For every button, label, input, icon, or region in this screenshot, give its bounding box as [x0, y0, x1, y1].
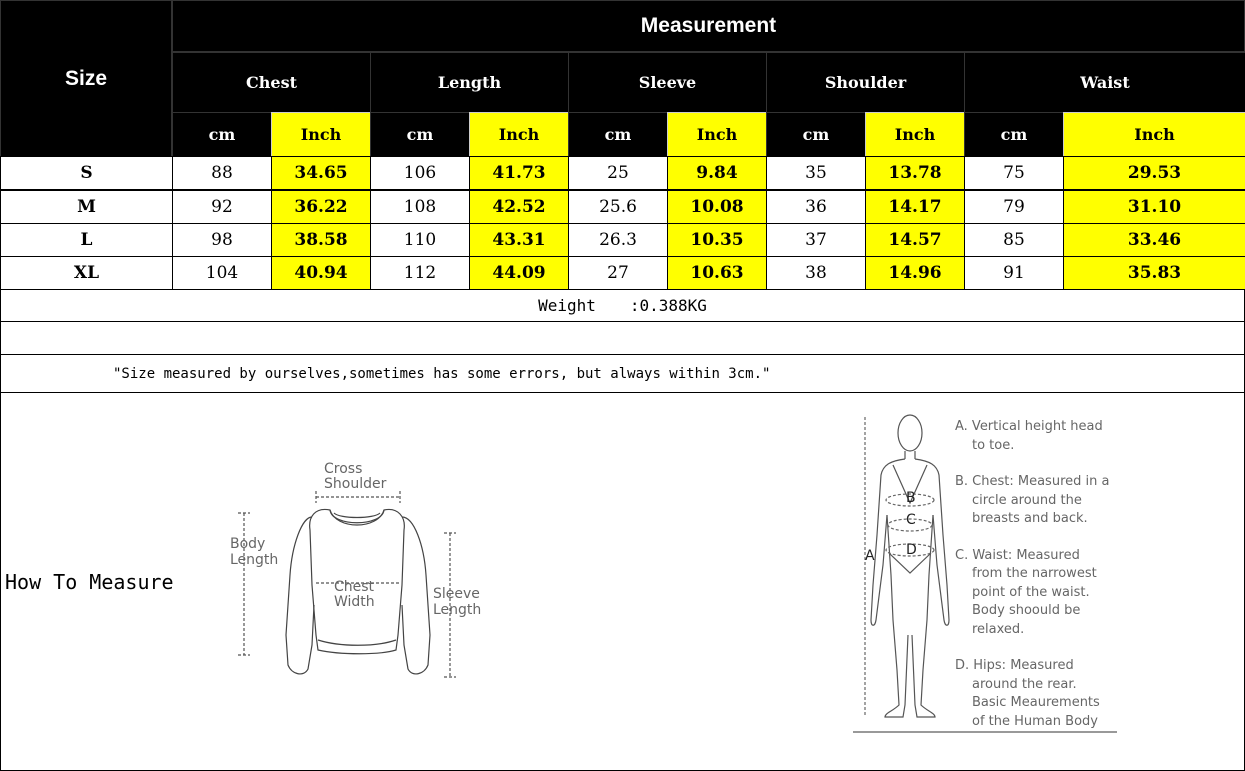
inch-value-cell: 34.65	[271, 156, 371, 190]
cm-value-cell: 79	[964, 190, 1064, 224]
body-note-2	[955, 547, 1145, 640]
unit-inch-header: Inch	[865, 112, 965, 157]
inch-value-cell: 10.63	[667, 256, 767, 290]
weight-value: :0.388KG	[629, 296, 707, 315]
cm-value-cell: 110	[370, 223, 470, 257]
body-note-line: around the rear.	[972, 676, 1077, 692]
unit-cm-header: cm	[964, 112, 1064, 157]
body-note-0	[955, 418, 1145, 455]
inch-value-cell: 44.09	[469, 256, 569, 290]
inch-value-cell: 36.22	[271, 190, 371, 224]
measurement-header: Measurement	[172, 0, 1245, 52]
blank-row	[0, 321, 1245, 355]
inch-value-cell: 14.17	[865, 190, 965, 224]
inch-value-cell: 9.84	[667, 156, 767, 190]
body-note-line: relaxed.	[972, 621, 1025, 637]
inch-value-cell: 10.08	[667, 190, 767, 224]
unit-inch-header: Inch	[667, 112, 767, 157]
group-header-sleeve: Sleeve	[568, 52, 767, 113]
sleeve-length-label-2: Length	[433, 602, 482, 618]
size-note: "Size measured by ourselves,sometimes has some errors, but always within 3cm."	[113, 365, 771, 382]
inch-value-cell: 33.46	[1063, 223, 1245, 257]
cm-value-cell: 88	[172, 156, 272, 190]
inch-value-cell: 29.53	[1063, 156, 1245, 190]
unit-inch-header: Inch	[469, 112, 569, 157]
cm-value-cell: 25	[568, 156, 668, 190]
unit-cm-header: cm	[172, 112, 272, 157]
body-note-line: A. Vertical height head	[955, 419, 1103, 434]
cm-value-cell: 85	[964, 223, 1064, 257]
inch-value-cell: 31.10	[1063, 190, 1245, 224]
chest-width-label-1: Chest	[334, 579, 375, 595]
body-note-1	[955, 473, 1145, 529]
cm-value-cell: 91	[964, 256, 1064, 290]
unit-cm-header: cm	[568, 112, 668, 157]
cross-label-2: Shoulder	[324, 476, 387, 492]
cm-value-cell: 27	[568, 256, 668, 290]
cm-value-cell: 38	[766, 256, 866, 290]
inch-value-cell: 43.31	[469, 223, 569, 257]
cm-value-cell: 106	[370, 156, 470, 190]
cm-value-cell: 112	[370, 256, 470, 290]
unit-inch-header: Inch	[1063, 112, 1245, 157]
cross-label-1: Cross	[324, 461, 363, 477]
inch-value-cell: 10.35	[667, 223, 767, 257]
cm-value-cell: 36	[766, 190, 866, 224]
size-cell: L	[0, 223, 173, 257]
body-note-line: circle around the	[972, 492, 1082, 508]
inch-value-cell: 38.58	[271, 223, 371, 257]
body-note-line: of the Human Body	[972, 713, 1098, 729]
body-note-line: from the narrowest	[972, 566, 1097, 581]
size-cell: M	[0, 190, 173, 224]
inch-value-cell: 13.78	[865, 156, 965, 190]
inch-value-cell: 40.94	[271, 256, 371, 290]
body-note-line: breasts and back.	[972, 511, 1088, 526]
weight-row	[0, 289, 1245, 322]
cm-value-cell: 92	[172, 190, 272, 224]
inch-value-cell: 35.83	[1063, 256, 1245, 290]
unit-cm-header: cm	[370, 112, 470, 157]
inch-value-cell: 14.96	[865, 256, 965, 290]
body-note-line: point of the waist.	[972, 584, 1090, 600]
unit-inch-header: Inch	[271, 112, 371, 157]
cm-value-cell: 104	[172, 256, 272, 290]
letter-c: C	[906, 512, 916, 528]
inch-value-cell: 41.73	[469, 156, 569, 190]
group-header-chest: Chest	[172, 52, 371, 113]
size-header: Size	[0, 0, 172, 157]
cm-value-cell: 26.3	[568, 223, 668, 257]
body-length-label-2: Length	[230, 552, 279, 568]
letter-a: A	[865, 548, 875, 564]
group-header-length: Length	[370, 52, 569, 113]
body-note-line: Basic Meaurements	[972, 695, 1100, 710]
cm-value-cell: 37	[766, 223, 866, 257]
group-header-shoulder: Shoulder	[766, 52, 965, 113]
chest-width-label-2: Width	[334, 594, 375, 610]
how-to-measure-title: How To Measure	[5, 570, 174, 594]
inch-value-cell: 14.57	[865, 223, 965, 257]
cm-value-cell: 75	[964, 156, 1064, 190]
size-cell: XL	[0, 256, 173, 290]
letter-d: D	[906, 542, 917, 558]
group-header-waist: Waist	[964, 52, 1245, 113]
size-cell: S	[0, 156, 173, 190]
cm-value-cell: 108	[370, 190, 470, 224]
body-note-line: Body shoould be	[972, 603, 1081, 618]
letter-b: B	[906, 490, 916, 506]
cm-value-cell: 35	[766, 156, 866, 190]
body-note-line: B. Chest: Measured in a	[955, 474, 1110, 489]
shirt-diagram	[220, 455, 500, 695]
body-note-line: C. Waist: Measured	[955, 547, 1080, 563]
weight-label: Weight	[538, 296, 596, 315]
inch-value-cell: 42.52	[469, 190, 569, 224]
cm-value-cell: 98	[172, 223, 272, 257]
sleeve-length-label-1: Sleeve	[433, 586, 480, 602]
note-row	[0, 354, 1245, 393]
body-length-label-1: Body	[230, 536, 266, 552]
body-notes	[955, 418, 1145, 749]
body-note-line: D. Hips: Measured	[955, 658, 1074, 673]
body-note-3	[955, 657, 1145, 731]
unit-cm-header: cm	[766, 112, 866, 157]
cm-value-cell: 25.6	[568, 190, 668, 224]
body-note-line: to toe.	[972, 437, 1015, 453]
